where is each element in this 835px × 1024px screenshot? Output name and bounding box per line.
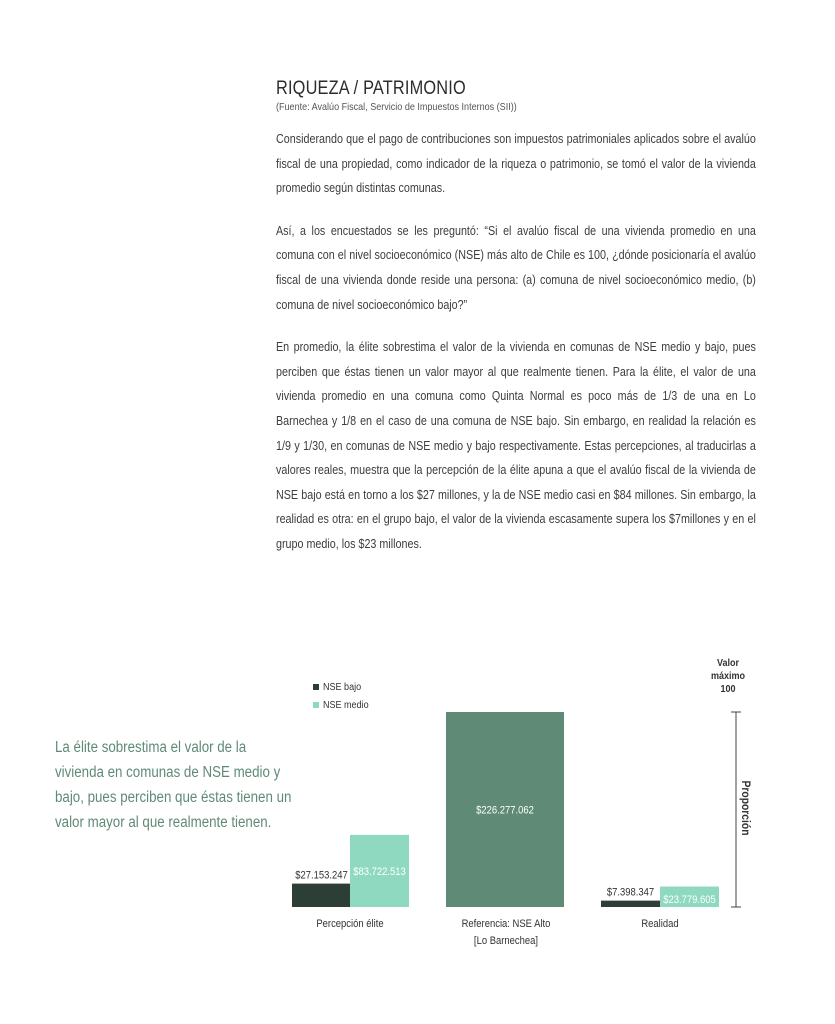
scale-title: 100 [720,683,736,696]
data-label: $83.722.513 [353,866,406,879]
legend-label: NSE bajo [322,681,362,694]
bar-nse-bajo-2 [601,901,660,907]
data-label: $7.398.347 [606,887,655,899]
legend-swatch-0 [313,684,319,690]
paragraph-question: Así, a los encuestados se les preguntó: “Si el avalúo fiscal de una vivienda promedio en una comuna con el nivel socioeconómico (NSE) más alto de Chile es 100, ¿dónde posicionaría el avalúo fiscal de una vivienda donde reside una persona: (a) comuna de nivel socioeconómico medio, (b) comuna de nivel socioeconómico bajo?” [276,223,756,312]
category-label: Percepción élite [316,918,384,931]
source-note: (Fuente: Avalúo Fiscal, Servicio de Impuestos Internos (SII)) [276,101,517,113]
scale-title: Valor [716,657,740,670]
pull-quote: La élite sobrestima el valor de la vivienda en comunas de NSE medio y bajo, pues perciben que éstas tienen un valor mayor al que realmente tienen. [55,739,292,831]
category-label: Realidad [641,918,679,931]
legend-swatch-1 [313,702,319,708]
paragraph-intro: Considerando que el pago de contribuciones son impuestos patrimoniales aplicados sobre el avalúo fiscal de una propiedad, como indicador de la riqueza o patrimonio, se tomó el valor de la vivienda promedio según distintas comunas. [276,132,756,196]
category-label: Referencia: NSE Alto [461,918,551,931]
legend-label: NSE medio [322,699,369,712]
data-label: $23.779.605 [663,894,716,907]
scale-title: máximo [710,670,746,683]
category-label: [Lo Barnechea] [473,935,539,948]
data-label: $226.277.062 [476,804,534,817]
bar-nse-bajo-0 [292,884,351,907]
data-label: $27.153.247 [295,870,348,882]
paragraph-findings: En promedio, la élite sobrestima el valor de la vivienda en comunas de NSE medio y bajo, pues perciben que éstas tienen un valor mayor al que realmente tienen. Para la élite, el valor de una vivienda promedio en una comuna como Quinta Normal es poco más de 1/3 de una en Lo Barnechea y 1/8 en el caso de una comuna de NSE bajo. Sin embargo, en realidad la relación es 1/9 y 1/30, en comunas de NSE medio y bajo respectivamente. Estas percepciones, al traducirlas a valores reales, muestra que la percepción de la élite apuna a que el avalúo fiscal de la vivienda de NSE bajo está en torno a los $27 millones, y la de NSE medio casi en $84 millones. Sin embargo, la realidad es otra: en el grupo bajo, el valor de la vivienda escasamente supera los $7millones y en el grupo medio, los $23 millones. [276,340,756,551]
scale-axis-label: Proporción [738,780,752,836]
section-title: RIQUEZA / PATRIMONIO [276,78,466,99]
